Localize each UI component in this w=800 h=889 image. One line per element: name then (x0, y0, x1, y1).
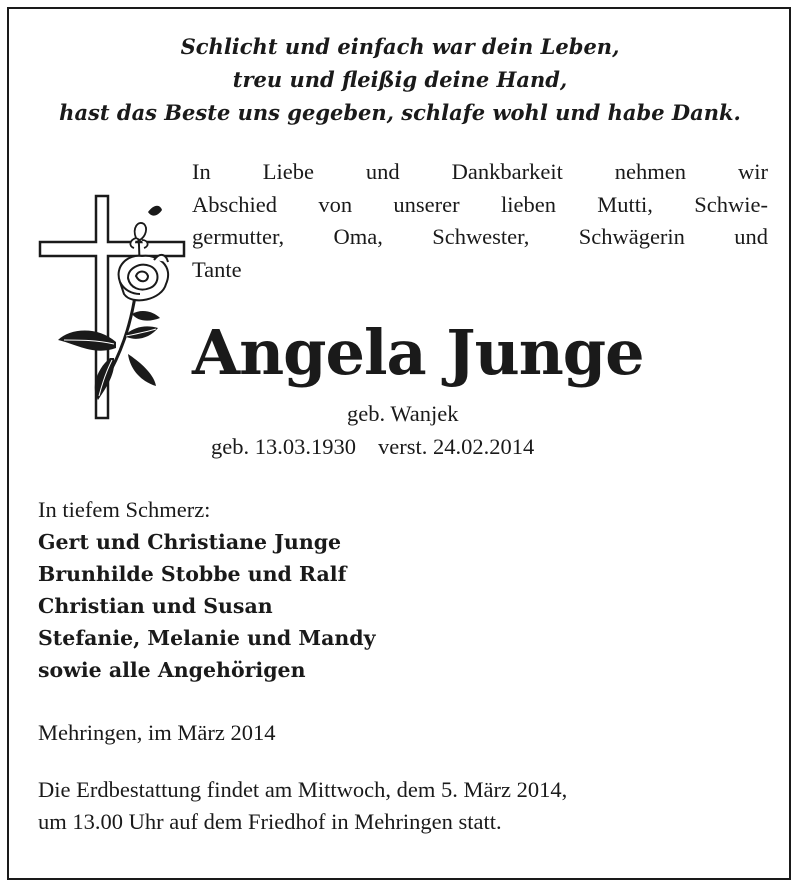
mourners-heading: In tiefem Schmerz: (38, 497, 211, 522)
funeral-info (38, 774, 567, 838)
intro-line: Abschied von unserer lieben Mutti, Schwie- (192, 191, 768, 217)
poem-line: Schlicht und einfach war dein Leben, (180, 34, 620, 59)
mourner-name: Brunhilde Stobbe und Ralf (38, 562, 347, 586)
death-date: verst. 24.02.2014 (378, 434, 535, 459)
poem-line: treu und fleißig deine Hand, (232, 67, 568, 92)
memorial-poem (9, 30, 791, 129)
birth-date: geb. 13.03.1930 (211, 434, 356, 459)
birth-name: geb. Wanjek (347, 401, 459, 426)
intro-line: Tante (192, 256, 242, 282)
mourner-name: Christian und Susan (38, 594, 273, 618)
mourner-name: sowie alle Angehörigen (38, 658, 306, 682)
funeral-line: Die Erdbestattung findet am Mittwoch, dem 5. März 2014, (38, 777, 568, 802)
funeral-line: um 13.00 Uhr auf dem Friedhof in Mehringen statt. (38, 809, 502, 834)
poem-line: hast das Beste uns gegeben, schlafe wohl und habe Dank. (59, 100, 741, 125)
intro-line: In Liebe und Dankbarkeit nehmen wir (192, 159, 768, 184)
intro-text (192, 156, 768, 286)
deceased-name: Angela Junge (192, 316, 644, 389)
life-dates (211, 432, 534, 462)
mourner-name: Gert und Christiane Junge (38, 530, 342, 554)
intro-line: germutter, Oma, Schwester, Schwägerin und (192, 224, 768, 249)
mourners-list (38, 494, 376, 686)
mourner-name: Stefanie, Melanie und Mandy (38, 626, 376, 650)
place-and-date: Mehringen, im März 2014 (38, 720, 276, 745)
cross-with-rose-icon (36, 190, 186, 430)
